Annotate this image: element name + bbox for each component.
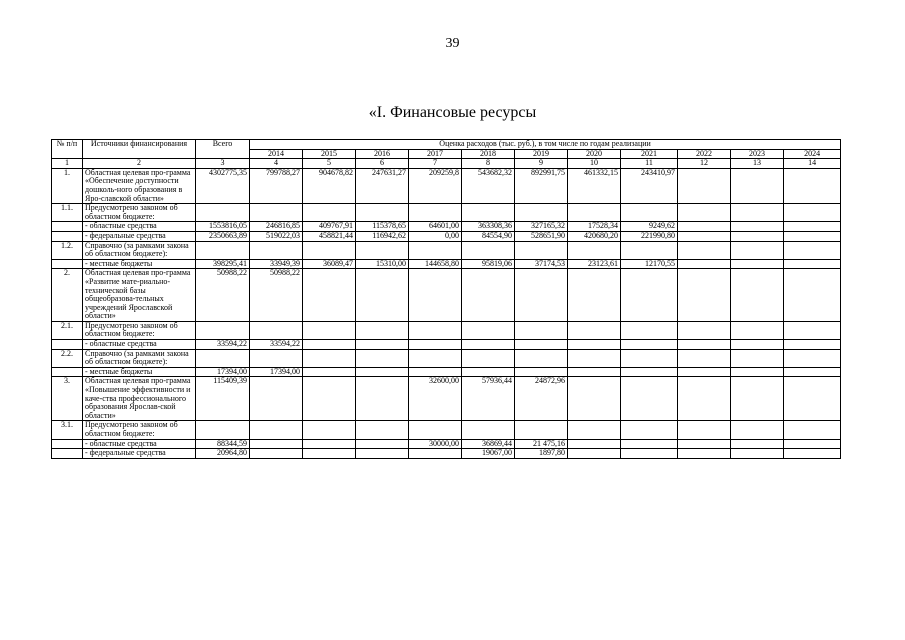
row-year-value	[784, 349, 841, 367]
row-year-value: 19067,00	[462, 449, 515, 459]
row-year-value	[515, 367, 568, 377]
table-row	[52, 204, 841, 222]
table-row	[52, 168, 841, 203]
row-total	[196, 241, 250, 259]
row-total: 20964,80	[196, 449, 250, 459]
row-year-value	[678, 259, 731, 269]
row-source: - федеральные средства	[83, 231, 196, 241]
row-year-value	[621, 321, 678, 339]
row-total: 398295,41	[196, 259, 250, 269]
row-year-value	[356, 340, 409, 350]
row-year-value	[356, 269, 409, 322]
row-year-value	[303, 377, 356, 421]
row-year-value	[409, 367, 462, 377]
row-year-value	[568, 449, 621, 459]
row-year-value: 57936,44	[462, 377, 515, 421]
table-row	[52, 269, 841, 322]
row-year-value	[621, 349, 678, 367]
row-year-value	[731, 367, 784, 377]
row-year-value	[250, 241, 303, 259]
row-year-value	[731, 439, 784, 449]
row-number	[52, 367, 83, 377]
row-year-value	[784, 259, 841, 269]
row-year-value: 12170,55	[621, 259, 678, 269]
row-year-value	[568, 377, 621, 421]
row-year-value: 33594,22	[250, 340, 303, 350]
row-year-value	[515, 321, 568, 339]
row-year-value: 243410,97	[621, 168, 678, 203]
row-year-value	[303, 367, 356, 377]
row-source: Областная целевая про-грамма «Повышение эффективности и каче-ства профессионального образования Ярослав-ской области»	[83, 377, 196, 421]
row-year-value	[409, 204, 462, 222]
row-year-value: 37174,53	[515, 259, 568, 269]
row-year-value	[784, 449, 841, 459]
row-year-value	[303, 449, 356, 459]
row-year-value	[356, 439, 409, 449]
header-source: Источники финансирования	[83, 140, 196, 159]
row-number: 3.	[52, 377, 83, 421]
row-year-value	[731, 222, 784, 232]
row-year-value	[731, 231, 784, 241]
row-year-value	[462, 367, 515, 377]
row-year-value	[250, 439, 303, 449]
header-year: 2015	[303, 149, 356, 159]
table-row	[52, 241, 841, 259]
row-source: Справочно (за рамками закона об областном бюджете):	[83, 241, 196, 259]
column-number: 4	[250, 159, 303, 169]
row-year-value	[621, 340, 678, 350]
header-estimate: Оценка расходов (тыс. руб.), в том числе по годам реализации	[250, 140, 841, 150]
row-year-value	[784, 367, 841, 377]
row-year-value	[784, 168, 841, 203]
row-number: 1.	[52, 168, 83, 203]
table-row	[52, 340, 841, 350]
row-year-value	[731, 349, 784, 367]
row-source: - областные средства	[83, 340, 196, 350]
row-year-value: 64601,00	[409, 222, 462, 232]
row-year-value: 30000,00	[409, 439, 462, 449]
table-row	[52, 421, 841, 439]
row-year-value: 115378,65	[356, 222, 409, 232]
row-year-value	[731, 269, 784, 322]
row-year-value	[784, 321, 841, 339]
row-year-value	[678, 231, 731, 241]
header-year: 2022	[678, 149, 731, 159]
row-year-value	[303, 204, 356, 222]
row-year-value: 892991,75	[515, 168, 568, 203]
row-total	[196, 349, 250, 367]
header-year: 2024	[784, 149, 841, 159]
row-year-value	[409, 269, 462, 322]
row-year-value	[678, 377, 731, 421]
row-total: 33594,22	[196, 340, 250, 350]
row-year-value	[568, 349, 621, 367]
row-source: Предусмотрено законом об областном бюджете:	[83, 421, 196, 439]
table-row	[52, 231, 841, 241]
row-year-value	[303, 340, 356, 350]
row-year-value	[568, 204, 621, 222]
row-year-value	[515, 349, 568, 367]
row-source: - федеральные средства	[83, 449, 196, 459]
row-year-value	[462, 269, 515, 322]
row-year-value: 246816,85	[250, 222, 303, 232]
row-year-value	[621, 367, 678, 377]
row-year-value	[303, 439, 356, 449]
row-year-value: 327165,32	[515, 222, 568, 232]
row-year-value	[731, 321, 784, 339]
row-year-value	[515, 340, 568, 350]
row-number	[52, 340, 83, 350]
row-year-value	[462, 349, 515, 367]
row-year-value	[250, 204, 303, 222]
row-year-value	[621, 377, 678, 421]
table-row	[52, 439, 841, 449]
row-number: 3.1.	[52, 421, 83, 439]
row-year-value	[356, 321, 409, 339]
row-total: 1553816,05	[196, 222, 250, 232]
row-total: 88344,59	[196, 439, 250, 449]
row-number	[52, 222, 83, 232]
row-year-value: 95819,06	[462, 259, 515, 269]
row-year-value: 221990,80	[621, 231, 678, 241]
row-year-value	[731, 340, 784, 350]
row-year-value: 17394,00	[250, 367, 303, 377]
row-year-value: 0,00	[409, 231, 462, 241]
header-year: 2023	[731, 149, 784, 159]
row-year-value: 528651,90	[515, 231, 568, 241]
column-number: 8	[462, 159, 515, 169]
row-year-value	[784, 231, 841, 241]
row-source: Справочно (за рамками закона об областном бюджете):	[83, 349, 196, 367]
row-total: 50988,22	[196, 269, 250, 322]
row-year-value	[409, 321, 462, 339]
column-number: 12	[678, 159, 731, 169]
row-year-value: 461332,15	[568, 168, 621, 203]
table-row	[52, 367, 841, 377]
row-year-value: 15310,00	[356, 259, 409, 269]
row-year-value: 23123,61	[568, 259, 621, 269]
row-year-value	[409, 340, 462, 350]
row-year-value	[784, 204, 841, 222]
row-year-value	[303, 321, 356, 339]
row-year-value: 116942,62	[356, 231, 409, 241]
row-year-value	[356, 241, 409, 259]
header-year: 2019	[515, 149, 568, 159]
row-year-value	[621, 439, 678, 449]
table-row	[52, 321, 841, 339]
row-year-value: 363308,36	[462, 222, 515, 232]
column-number: 9	[515, 159, 568, 169]
row-number	[52, 231, 83, 241]
row-year-value: 144658,80	[409, 259, 462, 269]
row-year-value: 209259,8	[409, 168, 462, 203]
row-year-value	[303, 269, 356, 322]
row-year-value	[784, 269, 841, 322]
row-total	[196, 421, 250, 439]
row-year-value: 36869,44	[462, 439, 515, 449]
row-year-value	[250, 449, 303, 459]
row-year-value	[731, 259, 784, 269]
row-total: 2350663,89	[196, 231, 250, 241]
row-number	[52, 439, 83, 449]
row-year-value	[678, 439, 731, 449]
row-number	[52, 259, 83, 269]
row-year-value	[462, 340, 515, 350]
row-year-value: 458821,44	[303, 231, 356, 241]
row-year-value	[515, 421, 568, 439]
row-year-value	[621, 204, 678, 222]
row-year-value	[568, 321, 621, 339]
header-year: 2020	[568, 149, 621, 159]
row-year-value	[356, 204, 409, 222]
row-year-value	[462, 421, 515, 439]
row-total: 4302775,35	[196, 168, 250, 203]
row-source: - местные бюджеты	[83, 259, 196, 269]
row-year-value	[409, 241, 462, 259]
row-year-value	[678, 168, 731, 203]
row-year-value	[678, 222, 731, 232]
row-number: 2.2.	[52, 349, 83, 367]
row-year-value	[409, 449, 462, 459]
row-year-value: 1897,80	[515, 449, 568, 459]
financial-resources-table	[51, 139, 841, 459]
row-year-value: 36089,47	[303, 259, 356, 269]
row-year-value: 519022,03	[250, 231, 303, 241]
column-number: 14	[784, 159, 841, 169]
row-year-value: 420680,20	[568, 231, 621, 241]
row-year-value	[678, 321, 731, 339]
row-source: Предусмотрено законом об областном бюджете:	[83, 321, 196, 339]
row-year-value	[784, 241, 841, 259]
row-year-value	[409, 349, 462, 367]
row-year-value	[678, 367, 731, 377]
row-year-value: 409767,91	[303, 222, 356, 232]
row-total	[196, 204, 250, 222]
header-num: № п/п	[52, 140, 83, 159]
row-year-value: 17528,34	[568, 222, 621, 232]
row-total: 115409,39	[196, 377, 250, 421]
column-number: 5	[303, 159, 356, 169]
table-row	[52, 449, 841, 459]
row-year-value	[568, 340, 621, 350]
row-number: 1.1.	[52, 204, 83, 222]
row-number: 2.1.	[52, 321, 83, 339]
row-year-value	[303, 349, 356, 367]
table-row	[52, 259, 841, 269]
row-number: 2.	[52, 269, 83, 322]
row-number	[52, 449, 83, 459]
row-year-value	[303, 421, 356, 439]
row-year-value: 21 475,16	[515, 439, 568, 449]
row-source: - областные средства	[83, 222, 196, 232]
row-year-value: 50988,22	[250, 269, 303, 322]
row-year-value	[784, 421, 841, 439]
header-year: 2017	[409, 149, 462, 159]
header-total: Всего	[196, 140, 250, 159]
row-year-value	[303, 241, 356, 259]
row-year-value	[515, 241, 568, 259]
row-year-value: 84554,90	[462, 231, 515, 241]
row-year-value	[356, 377, 409, 421]
row-year-value	[731, 421, 784, 439]
row-year-value	[621, 269, 678, 322]
column-number: 1	[52, 159, 83, 169]
row-year-value	[678, 421, 731, 439]
row-year-value	[568, 241, 621, 259]
row-year-value	[731, 377, 784, 421]
page-title: «I. Финансовые ресурсы	[368, 104, 537, 121]
row-year-value	[568, 269, 621, 322]
row-year-value	[356, 421, 409, 439]
row-source: - местные бюджеты	[83, 367, 196, 377]
column-number: 3	[196, 159, 250, 169]
row-total	[196, 321, 250, 339]
row-year-value	[678, 349, 731, 367]
header-year: 2014	[250, 149, 303, 159]
column-number: 11	[621, 159, 678, 169]
row-year-value: 24872,96	[515, 377, 568, 421]
row-year-value	[621, 421, 678, 439]
header-year: 2021	[621, 149, 678, 159]
row-source: - областные средства	[83, 439, 196, 449]
row-year-value	[784, 222, 841, 232]
column-number: 6	[356, 159, 409, 169]
row-year-value	[515, 204, 568, 222]
row-year-value	[621, 449, 678, 459]
row-year-value	[678, 241, 731, 259]
row-year-value: 904678,82	[303, 168, 356, 203]
row-year-value	[731, 449, 784, 459]
row-source: Областная целевая про-грамма «Развитие мате-риально-технической базы общеобразова-тельных учреждений Ярославской области»	[83, 269, 196, 322]
row-year-value	[462, 204, 515, 222]
row-year-value: 9249,62	[621, 222, 678, 232]
row-year-value: 33949,39	[250, 259, 303, 269]
row-year-value	[462, 321, 515, 339]
row-year-value	[678, 340, 731, 350]
row-source: Областная целевая про-грамма «Обеспечение доступности дошколь-ного образования в Яро-славской области»	[83, 168, 196, 203]
table-row	[52, 349, 841, 367]
row-year-value	[250, 349, 303, 367]
row-year-value	[356, 449, 409, 459]
row-year-value	[568, 421, 621, 439]
row-year-value	[356, 349, 409, 367]
row-year-value	[250, 321, 303, 339]
row-source: Предусмотрено законом об областном бюджете:	[83, 204, 196, 222]
row-year-value	[250, 421, 303, 439]
column-number: 10	[568, 159, 621, 169]
row-year-value	[678, 449, 731, 459]
table-row	[52, 377, 841, 421]
row-year-value	[356, 367, 409, 377]
row-year-value	[784, 377, 841, 421]
header-year: 2016	[356, 149, 409, 159]
page-number: 39	[445, 36, 460, 51]
row-year-value	[621, 241, 678, 259]
row-year-value: 32600,00	[409, 377, 462, 421]
column-number: 7	[409, 159, 462, 169]
row-year-value	[731, 168, 784, 203]
row-year-value	[409, 421, 462, 439]
row-year-value	[678, 269, 731, 322]
row-year-value	[462, 241, 515, 259]
column-number: 13	[731, 159, 784, 169]
row-year-value	[568, 439, 621, 449]
row-total: 17394,00	[196, 367, 250, 377]
row-year-value: 247631,27	[356, 168, 409, 203]
row-year-value	[784, 439, 841, 449]
row-year-value	[515, 269, 568, 322]
row-year-value	[568, 367, 621, 377]
column-number: 2	[83, 159, 196, 169]
row-year-value	[731, 241, 784, 259]
row-year-value: 543682,32	[462, 168, 515, 203]
row-number: 1.2.	[52, 241, 83, 259]
row-year-value	[250, 377, 303, 421]
table-row	[52, 222, 841, 232]
header-year: 2018	[462, 149, 515, 159]
row-year-value: 799788,27	[250, 168, 303, 203]
row-year-value	[678, 204, 731, 222]
row-year-value	[731, 204, 784, 222]
row-year-value	[784, 340, 841, 350]
